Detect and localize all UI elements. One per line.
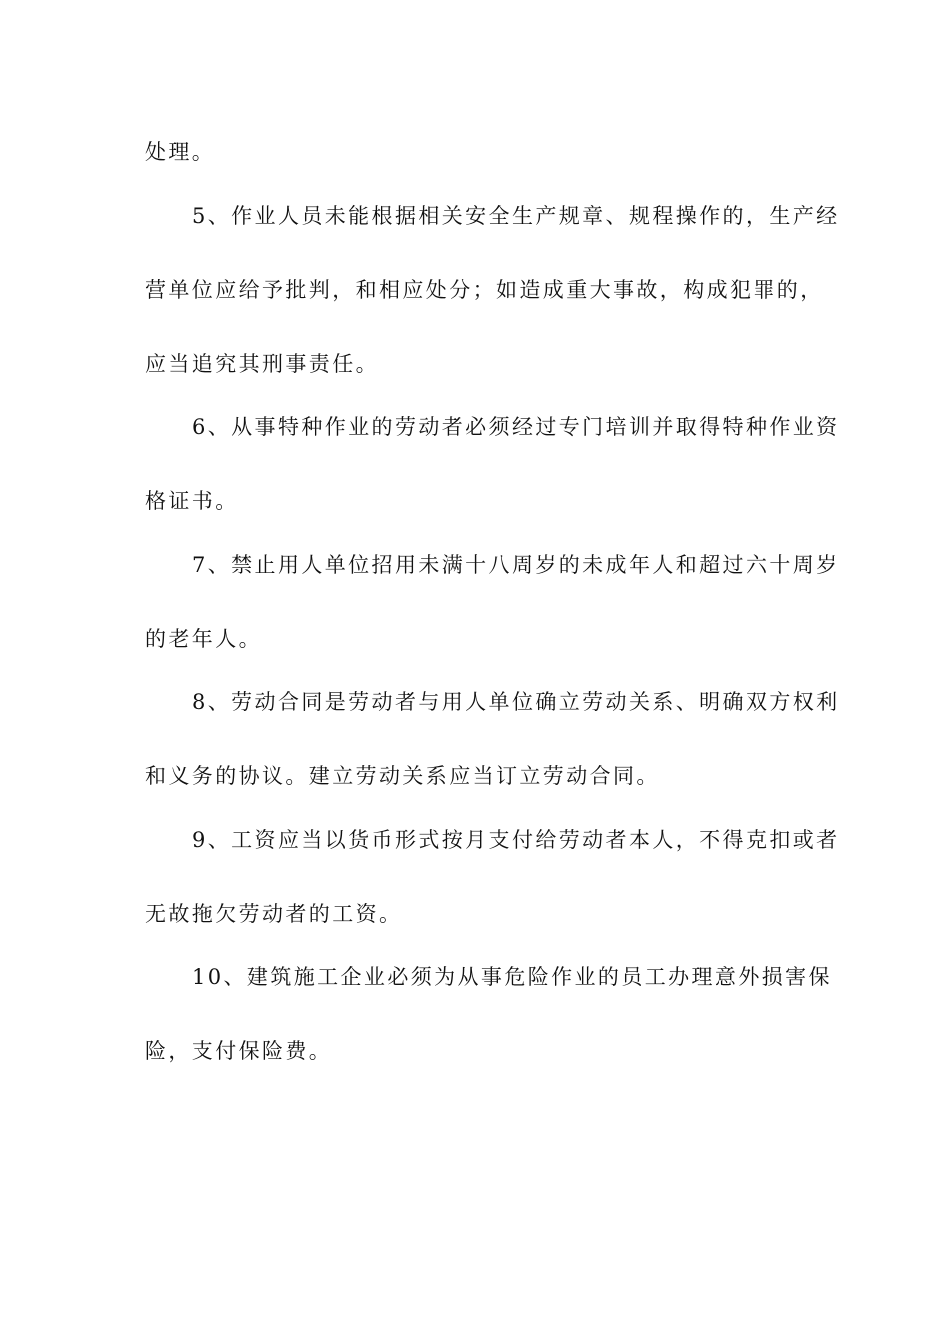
text-line: 营单位应给予批判，和相应处分；如造成重大事故，构成犯罪的，: [145, 278, 824, 302]
text-line: 6、从事特种作业的劳动者必须经过专门培训并取得特种作业资: [192, 415, 840, 439]
text-line: 8、劳动合同是劳动者与用人单位确立劳动关系、明确双方权利: [192, 690, 840, 714]
text-line: 处理。: [145, 140, 216, 164]
text-line: 应当追究其刑事责任。: [145, 352, 379, 376]
text-line: 9、工资应当以货币形式按月支付给劳动者本人，不得克扣或者: [192, 828, 840, 852]
text-line: 7、禁止用人单位招用未满十八周岁的未成年人和超过六十周岁: [192, 553, 840, 577]
text-line: 5、作业人员未能根据相关安全生产规章、规程操作的，生产经: [192, 204, 840, 228]
text-line: 险，支付保险费。: [145, 1039, 333, 1063]
text-line: 格证书。: [145, 489, 239, 513]
text-line: 10、建筑施工企业必须为从事危险作业的员工办理意外损害保: [192, 965, 832, 989]
text-line: 的老年人。: [145, 627, 262, 651]
text-line: 和义务的协议。建立劳动关系应当订立劳动合同。: [145, 764, 660, 788]
text-line: 无故拖欠劳动者的工资。: [145, 902, 403, 926]
